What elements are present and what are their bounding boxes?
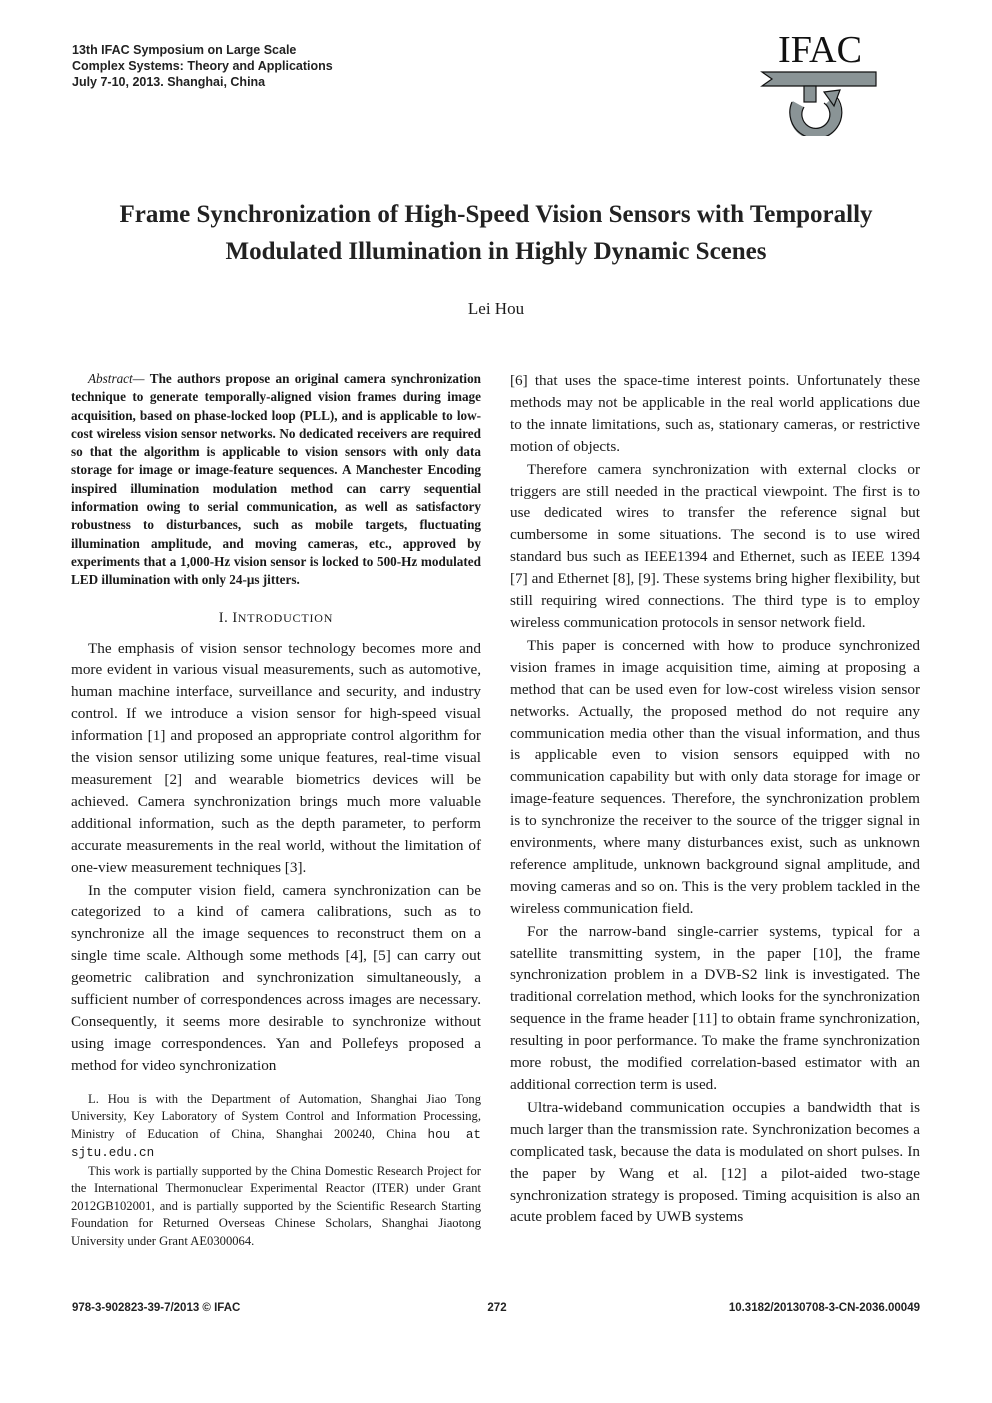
footer-doi: 10.3182/20130708-3-CN-2036.00049 (728, 1302, 920, 1314)
intro-paragraph-7: Ultra-wideband communication occupies a bandwidth that is much larger than the transmission rate. Synchronization becomes a complicated task, because the data is modulated on short pulses. In the paper by Wang et al. [12] a pilot-aided two-stage synchronization strategy is proposed. Timing acquisition is also an acute problem faced by UWB systems (510, 1098, 920, 1226)
ifac-logo (758, 30, 878, 136)
footer-page-number: 272 (487, 1302, 507, 1314)
conference-line-3: July 7-10, 2013. Shanghai, China (72, 75, 266, 89)
right-column (510, 370, 920, 1228)
ifac-logo-arrow (762, 72, 876, 86)
footnote-email: hou at sjtu.edu.cn (71, 1127, 481, 1161)
intro-paragraph-4: Therefore camera synchronization with external clocks or triggers are still needed in the practical viewpoint. The first is to use dedicated wires to transfer the reference signal but cumbersome in some situations. The second is to use wired standard bus such as IEEE1394 and Ethernet, such as IEEE 1394 [7] and Ethernet [8], [9]. These systems bring higher flexibility, but still requiring wired connections. The third type is to employ wireless communication protocols in sensor network field. (510, 460, 920, 631)
footer-isbn: 978-3-902823-39-7/2013 © IFAC (72, 1302, 241, 1314)
abstract-text: The authors propose an original camera synchronization technique to generate temporally-aligned vision frames during image acquisition, based on phase-locked loop (PLL), and is applicable to low-cost wireless vision sensor networks. No dedicated receivers are required so that the algorithm is applicable to vision sensors with only data storage for image or image-feature sequences. A Manchester Encoding inspired illumination modulation method can carry sequential information owing to serial communication, as well as satisfactory robustness to disturbances, such as mobile targets, fluctuating illumination amplitude, and moving cameras, etc., approved by experiments that a 1,000-Hz vision sensor is locked to 500-Hz modulated LED illumination with only 24-μs jitters. (71, 371, 481, 588)
left-column (71, 370, 481, 1250)
paper-author: Lei Hou (467, 299, 525, 318)
conference-line-1: 13th IFAC Symposium on Large Scale (72, 43, 297, 57)
abstract-label: Abstract (88, 371, 133, 386)
section-title-rest: NTRODUCTION (237, 610, 334, 625)
abstract-dash: — (132, 371, 150, 386)
conference-line-2: Complex Systems: Theory and Applications (72, 59, 333, 73)
conference-info (72, 42, 472, 90)
intro-paragraph-5: This paper is concerned with how to produce synchronized vision frames in image acquisition time, aiming at proposing a method that can be used even for low-cost wireless vision sensor networks. Actually, the proposed method do not require any communication media other than the visual information, and thus is applicable even to vision sensors equipped with no communication capability but with only data storage for image or image-feature sequences. Therefore, the synchronization problem is to synchronize the receiver to the source of the trigger signal in environments, where many disturbances exist, such as unknown reference amplitude, unknown background signal amplitude, and moving cameras and so on. This is the very problem tackled in the wireless communication field. (510, 636, 920, 917)
paper-title: Frame Synchronization of High-Speed Vision Sensors with Temporally Modulated Illumination in Highly Dynamic Scenes (119, 201, 873, 265)
ifac-logo-loop-outline-inner (802, 103, 830, 128)
intro-paragraph-1: The emphasis of vision sensor technology becomes more and more evident in various visual measurements, such as automotive, human machine interface, surveillance and security, and industry control. If we introduce a vision sensor for high-speed visual information [1] and proposed an appropriate control algorithm for the vision sensor utilizing some unique features, real-time visual measurement [2] and wearable biometrics devices will be achieved. Camera synchronization brings much more valuable additional information, such as the depth parameter, to perform accurate measurements in the real world, without the limitation of one-view measurement techniques [3]. (71, 639, 481, 876)
footnote-funding: This work is partially supported by the China Domestic Research Project for the International Thermonuclear Experimental Reactor (ITER) under Grant 2012GB102001, and is partially supported by the Scientific Research Starting Foundation for Returned Overseas Chinese Scholars, Shanghai Jiaotong University under Grant AE0300064. (71, 1163, 481, 1248)
intro-paragraph-6: For the narrow-band single-carrier systems, typical for a satellite transmitting system, in the paper [10], the frame synchronization problem in a DVB-S2 link is investigated. The traditional correlation method, which looks for the synchronization sequence in the frame header [11] to obtain frame synchronization, resulting in poor performance. To make the frame synchronization more robust, the modified correlation-based estimator with an additional correction term is used. (510, 922, 920, 1093)
footnote-affiliation (71, 1091, 481, 1163)
abstract (71, 370, 481, 590)
footnote-affiliation-text: L. Hou is with the Department of Automation, Shanghai Jiao Tong University, Key Laboratory of System Control and Information Processing, Ministry of Education of China, Shanghai 200240, China (71, 1091, 481, 1141)
ifac-logo-text: IFAC (778, 30, 862, 71)
section-title-initial: I (232, 609, 238, 626)
intro-paragraph-2: In the computer vision field, camera synchronization can be categorized to a kind of camera calibrations, such as to synchronize all the image sequences to reconstruct them on a single time scale. Although some methods [4], [5] can carry out geometric calibration and synchronization simultaneously, a sufficient number of correspondences across images are necessary. Consequently, it seems more desirable to synchronize without using image correspondences. Yan and Pollefeys proposed a method for video synchronization (71, 881, 481, 1074)
section-heading-introduction (71, 607, 481, 629)
intro-paragraph-3: [6] that uses the space-time interest points. Unfortunately these methods may not be applicable in the real world applications due to the innate limitations, such as, stationary cameras, or restrictive motion of objects. (510, 372, 920, 455)
ifac-logo-stem (804, 86, 816, 102)
section-number: I. (218, 609, 229, 626)
